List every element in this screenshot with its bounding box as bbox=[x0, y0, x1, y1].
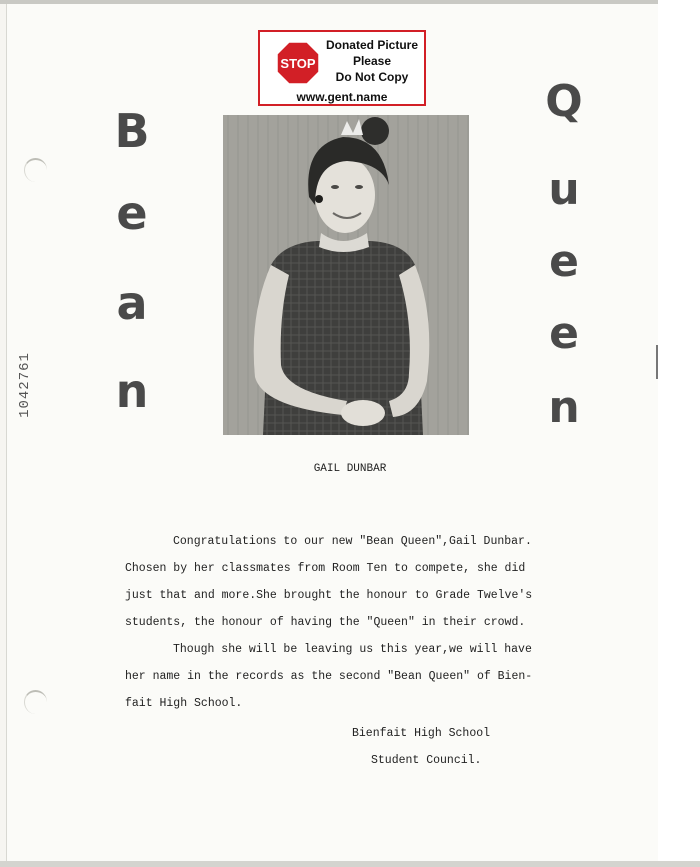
stop-sign-icon bbox=[276, 41, 320, 85]
body-text-line: Congratulations to our new "Bean Queen",Gail Dunbar. bbox=[173, 535, 532, 548]
title-bean-letter: B bbox=[114, 104, 150, 158]
title-bean-letter: n bbox=[115, 364, 149, 418]
title-queen-letter: e bbox=[549, 236, 579, 287]
title-queen-letter: Q bbox=[545, 76, 583, 127]
body-text-line: Chosen by her classmates from Room Ten to compete, she did bbox=[125, 562, 526, 575]
signoff-council: Student Council. bbox=[371, 754, 482, 767]
title-queen-letter: e bbox=[549, 308, 579, 359]
serial-number-text: 1042761 bbox=[17, 352, 33, 418]
portrait-illustration bbox=[223, 115, 469, 435]
stamp-line-3: Do Not Copy bbox=[335, 70, 409, 84]
punch-hole bbox=[24, 158, 47, 182]
donated-picture-stamp bbox=[258, 30, 426, 106]
page-edge-mark bbox=[656, 345, 658, 379]
scan-margin bbox=[658, 0, 700, 867]
stamp-message bbox=[318, 37, 426, 85]
stamp-url: www.gent.name bbox=[296, 90, 388, 104]
stamp-line-2: Please bbox=[352, 54, 392, 68]
title-queen-letter: u bbox=[548, 164, 580, 215]
body-text-line: just that and more.She brought the honour to Grade Twelve's bbox=[125, 589, 533, 602]
title-bean-letter: a bbox=[116, 276, 148, 330]
stamp-line-1: Donated Picture bbox=[325, 38, 418, 52]
title-queen-letter: n bbox=[548, 382, 580, 433]
body-text-line: Though she will be leaving us this year,we will have bbox=[173, 643, 532, 656]
photo-caption: GAIL DUNBAR bbox=[313, 463, 387, 475]
body-text-line: students, the honour of having the "Queen" in their crowd. bbox=[125, 616, 526, 629]
stop-sign-label: STOP bbox=[280, 56, 316, 71]
scan-bottom-edge bbox=[0, 861, 700, 867]
serial-number bbox=[10, 345, 40, 425]
punch-hole bbox=[24, 690, 47, 714]
body-text-line: fait High School. bbox=[125, 697, 243, 710]
title-bean-letter: e bbox=[116, 186, 148, 240]
body-text-line: her name in the records as the second "Bean Queen" of Bien- bbox=[125, 670, 533, 683]
portrait-photo bbox=[223, 115, 469, 435]
signoff-school: Bienfait High School bbox=[352, 727, 491, 740]
